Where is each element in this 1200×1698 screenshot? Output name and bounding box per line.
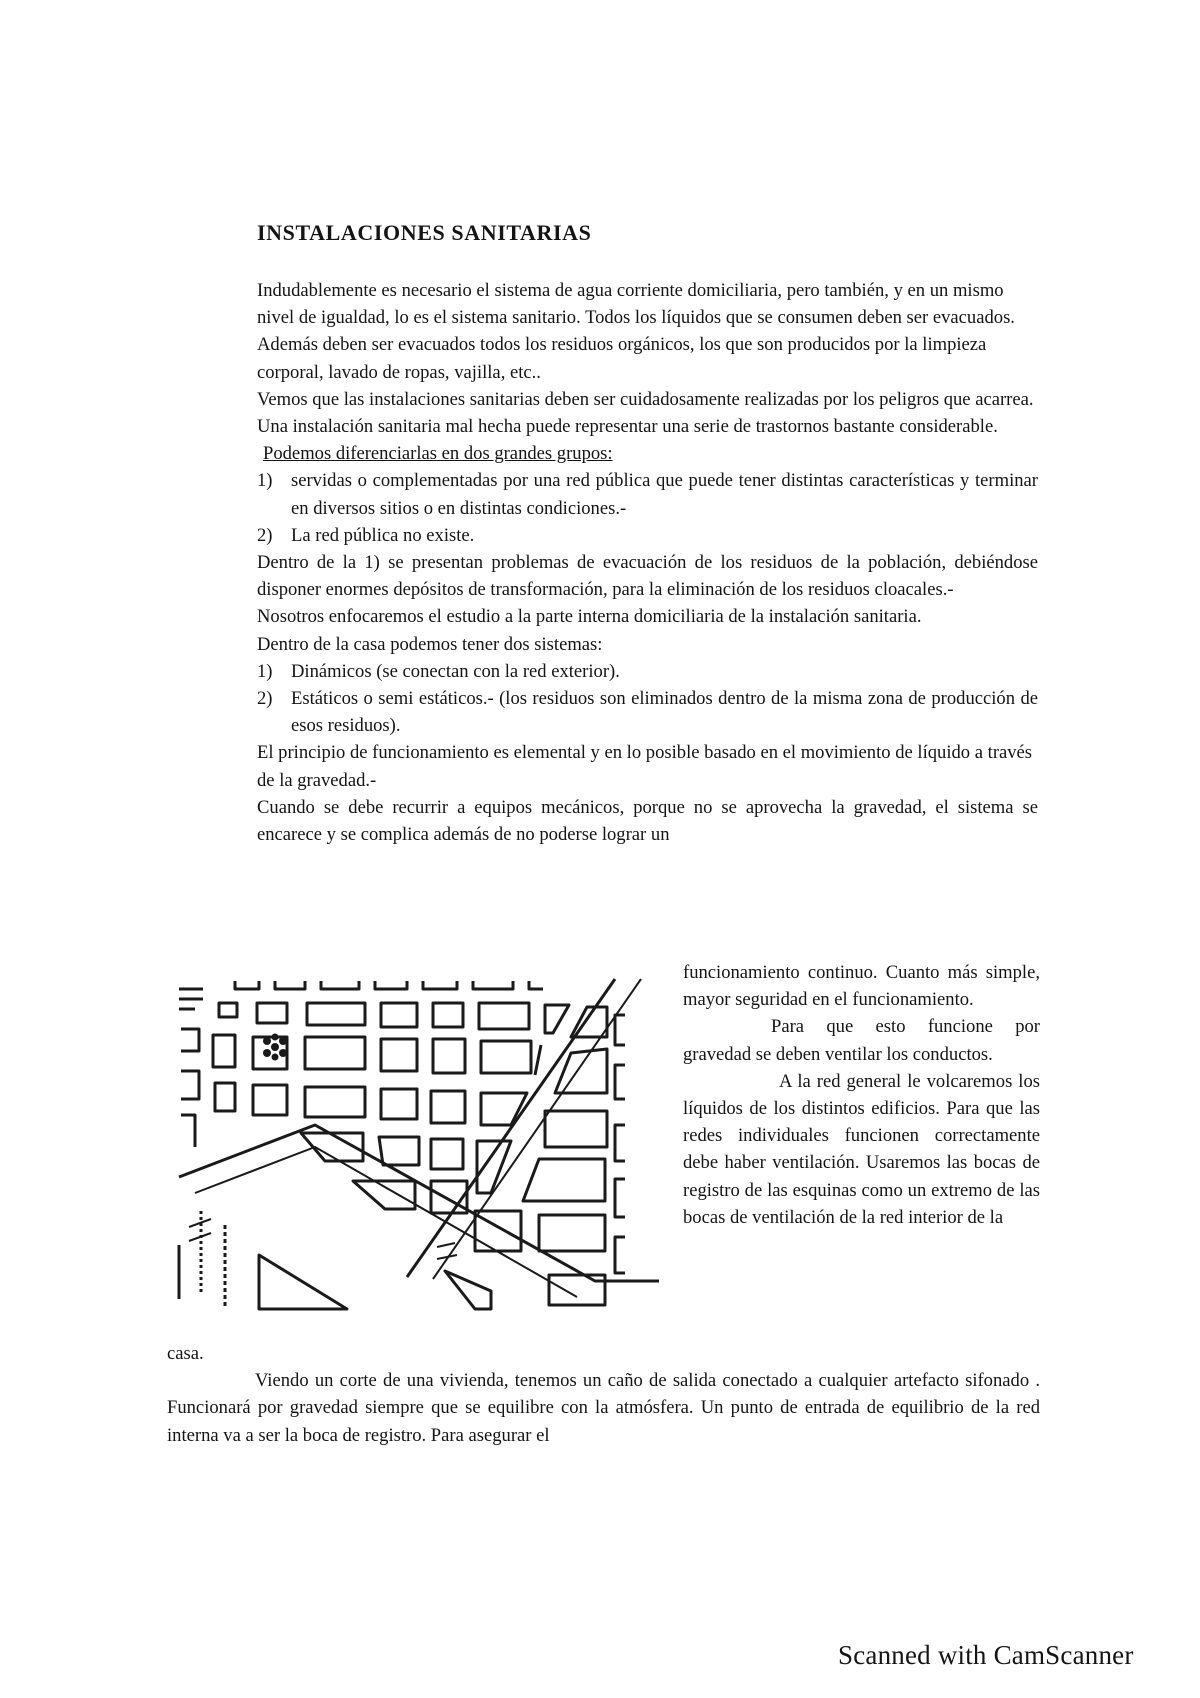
group1-detail-paragraph: Dentro de la 1) se presentan problemas de evacuación de los residuos de la población, debiéndose disponer enormes depósitos de transformación, para la eliminación de los residuos cloacales.- [257,552,1038,601]
groups-heading: Podemos diferenciarlas en dos grandes grupos: [263,443,613,465]
list-text: Dinámicos (se conectan con la red exterior). [291,660,620,682]
list-item [257,658,1038,685]
roundabout-icon [263,1034,287,1061]
systems-heading: Dentro de la casa podemos tener dos sistemas: [257,633,603,655]
camscanner-watermark: Scanned with CamScanner [838,1640,1134,1670]
closing-paragraph: Viendo un corte de una vivienda, tenemos un caño de salida conectado a cualquier artefacto sifonado . Funcionará por gravedad siempre que se equilibre con la atmósfera. Un punto de entrada de equilibrio de la red interna va a ser la boca de registro. Para asegurar el [167,1370,1040,1446]
side-paragraph-2: Para que esto funcione por gravedad se deben ventilar los conductos. [683,1016,1040,1065]
systems-list [257,658,1038,740]
list-item [257,522,1038,549]
list-item [257,467,1038,521]
city-block-sewer-map [175,975,660,1315]
page-title: INSTALACIONES SANITARIAS [257,220,592,245]
list-number: 2) [257,688,273,710]
list-number: 2) [257,524,273,546]
list-text: servidas o complementadas por una red pública que puede tener distintas características y terminar en diversos sitios o en distintas condiciones.- [291,470,1038,519]
groups-list [257,467,1038,549]
list-number: 1) [257,660,273,682]
list-text: La red pública no existe. [291,524,475,546]
list-item [257,685,1038,739]
mechanical-paragraph: Cuando se debe recurrir a equipos mecánicos, porque no se aprovecha la gravedad, el sistema se encarece y se complica además de no poderse lograr un [257,796,1038,846]
warning-paragraph: Vemos que las instalaciones sanitarias deben ser cuidadosamente realizadas por los peligros que acarrea. Una instalación sanitaria mal hecha puede representar una serie de trastornos bastante considerable. [257,388,1034,438]
focus-paragraph: Nosotros enfocaremos el estudio a la parte interna domiciliaria de la instalación sanitaria. [257,606,922,628]
principle-paragraph: El principio de funcionamiento es elemental y en lo posible basado en el movimiento de líquido a través de la gravedad.- [257,742,1033,791]
closing-text [167,1340,1040,1449]
list-text: Estáticos o semi estáticos.- (los residuos son eliminados dentro de la misma zona de producción de esos residuos). [291,688,1038,737]
main-text [257,277,1038,848]
list-number: 1) [257,470,273,492]
intro-paragraph: Indudablemente es necesario el sistema de agua corriente domiciliaria, pero también, y en un mismo nivel de igualdad, lo es el sistema sanitario. Todos los líquidos que se consumen deben ser evacuados. Además deben ser evacuados todos los residuos orgánicos, los que son producidos por la limpieza corporal, lavado de ropas, vajilla, etc.. [257,280,1015,383]
casa-word: casa. [167,1343,204,1364]
side-text [683,959,1040,1231]
side-paragraph-1: funcionamiento continuo. Cuanto más simple, mayor seguridad en el funcionamiento. [683,962,1040,1011]
side-paragraph-3: A la red general le volcaremos los líquidos de los distintos edificios. Para que las redes individuales funcionen correctamente debe haber ventilación. Usaremos las bocas de registro de las esquinas como un extremo de las bocas de ventilación de la red interior de la [683,1070,1040,1228]
